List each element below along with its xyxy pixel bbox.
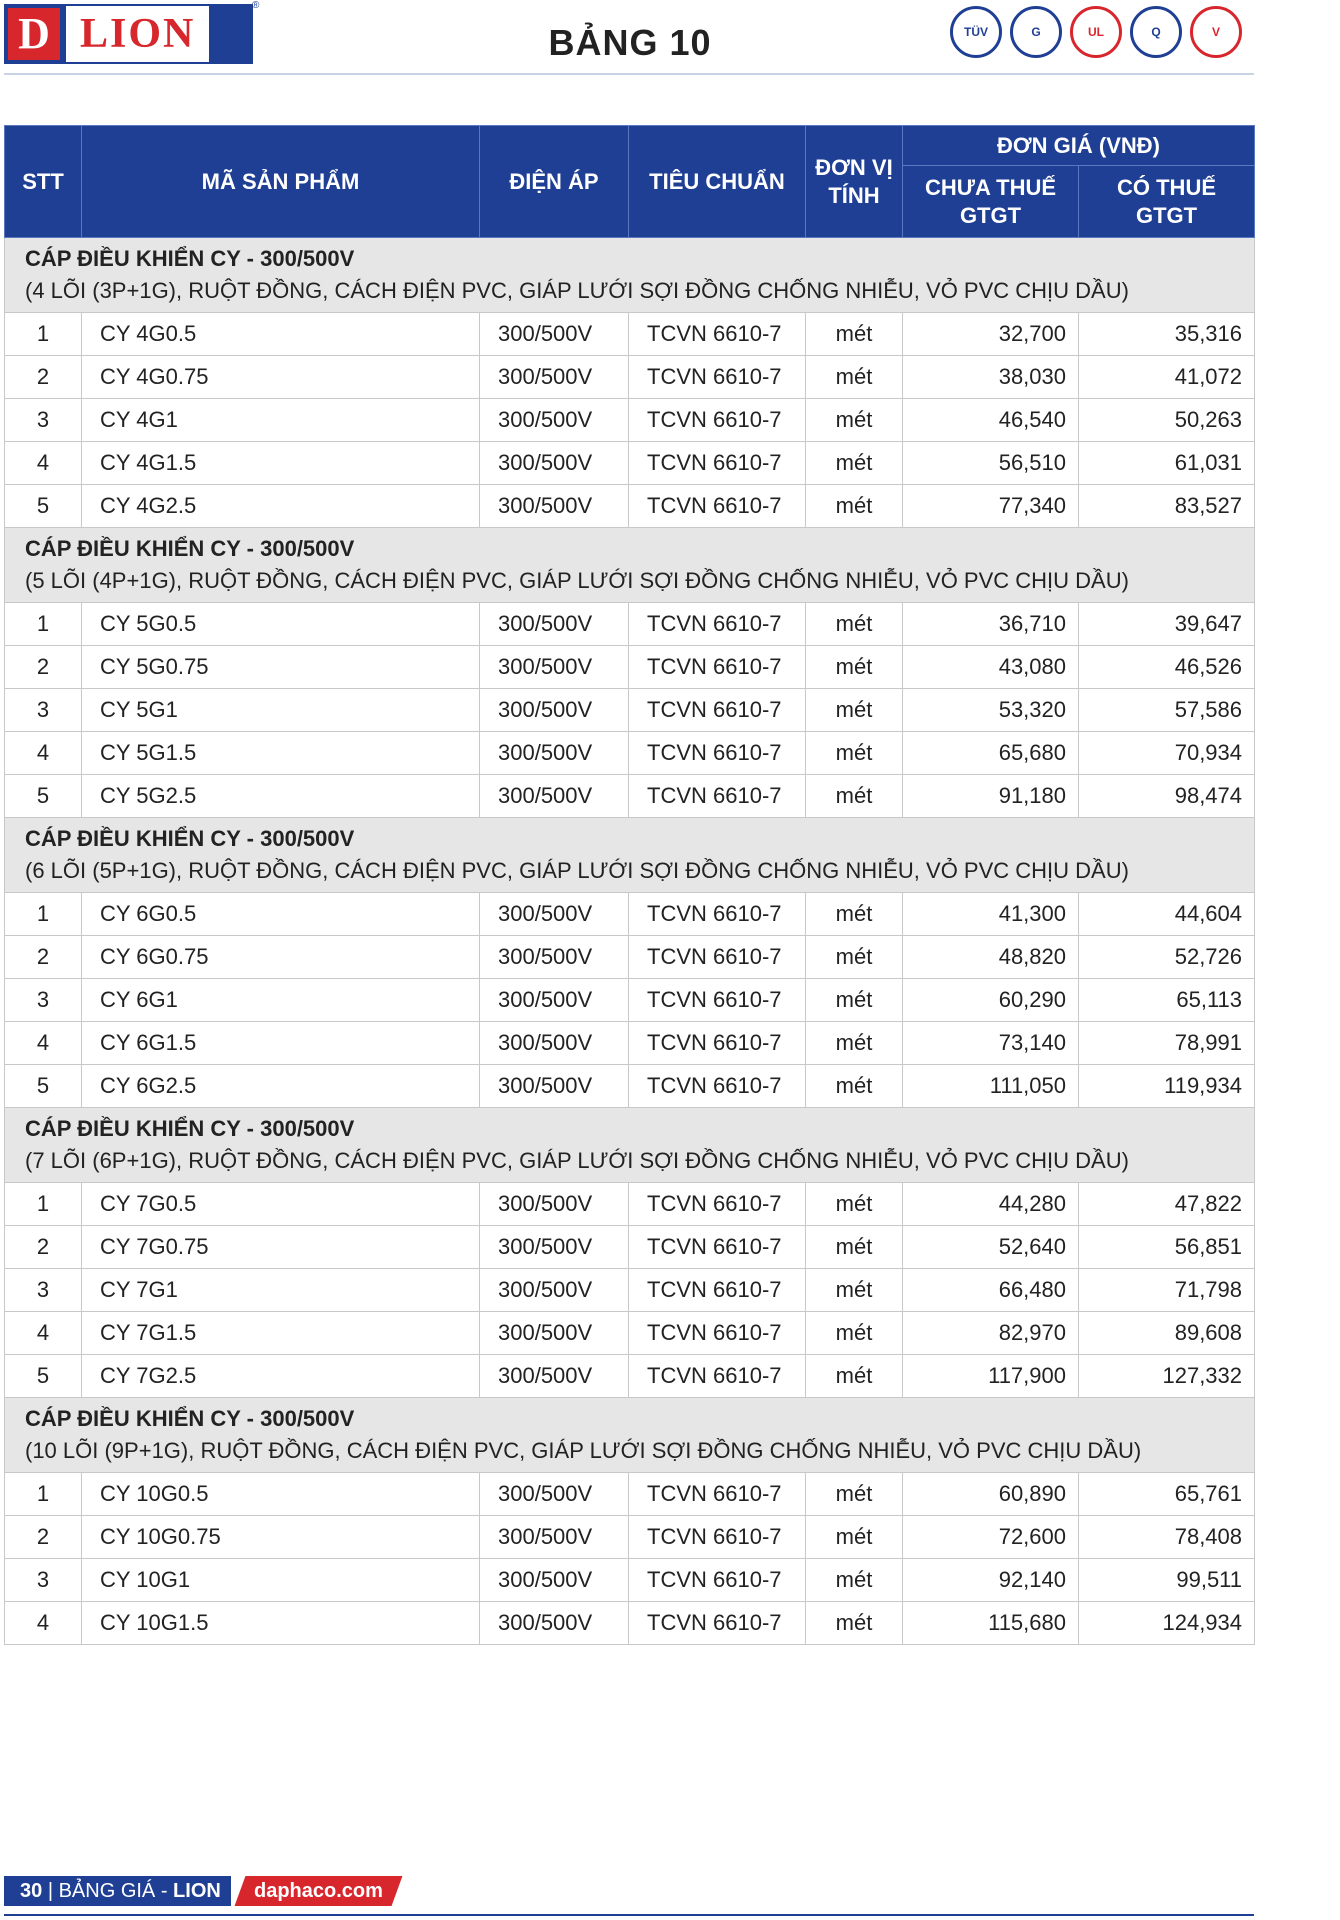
cell-price-inc-vat: 35,316	[1079, 313, 1255, 356]
cell-standard: TCVN 6610-7	[629, 732, 806, 775]
cell-standard: TCVN 6610-7	[629, 1516, 806, 1559]
cell-stt: 1	[5, 603, 82, 646]
cell-standard: TCVN 6610-7	[629, 936, 806, 979]
section-header-cell	[5, 238, 1255, 313]
table-row	[5, 646, 1255, 689]
table-row	[5, 356, 1255, 399]
cell-stt: 5	[5, 1355, 82, 1398]
cell-product-code: CY 10G0.5	[82, 1473, 480, 1516]
cell-price-ex-vat: 77,340	[903, 485, 1079, 528]
cell-price-ex-vat: 60,890	[903, 1473, 1079, 1516]
table-row	[5, 1022, 1255, 1065]
cell-stt: 3	[5, 689, 82, 732]
table-row	[5, 1183, 1255, 1226]
jas-anz-cert-icon: G	[1010, 6, 1062, 58]
cell-stt: 3	[5, 1559, 82, 1602]
cell-voltage: 300/500V	[480, 485, 629, 528]
section-description: (4 LÕI (3P+1G), RUỘT ĐỒNG, CÁCH ĐIỆN PVC, GIÁP LƯỚI SỢI ĐỒNG CHỐNG NHIỄU, VỎ PVC CHỊU DẦU)	[25, 278, 1129, 303]
cell-product-code: CY 5G1.5	[82, 732, 480, 775]
cell-price-ex-vat: 66,480	[903, 1269, 1079, 1312]
page-header	[0, 0, 1255, 75]
section-header-row	[5, 818, 1255, 893]
cell-unit: mét	[806, 1355, 903, 1398]
table-row	[5, 1473, 1255, 1516]
cell-standard: TCVN 6610-7	[629, 603, 806, 646]
cell-price-inc-vat: 39,647	[1079, 603, 1255, 646]
cell-standard: TCVN 6610-7	[629, 689, 806, 732]
cell-standard: TCVN 6610-7	[629, 1602, 806, 1645]
section-title: CÁP ĐIỀU KHIỂN CY - 300/500V	[25, 1116, 355, 1141]
cell-standard: TCVN 6610-7	[629, 1312, 806, 1355]
cell-standard: TCVN 6610-7	[629, 1022, 806, 1065]
cell-product-code: CY 6G0.75	[82, 936, 480, 979]
cell-unit: mét	[806, 1065, 903, 1108]
cell-product-code: CY 6G0.5	[82, 893, 480, 936]
cell-price-inc-vat: 44,604	[1079, 893, 1255, 936]
cell-product-code: CY 7G0.75	[82, 1226, 480, 1269]
cell-price-ex-vat: 73,140	[903, 1022, 1079, 1065]
cell-price-ex-vat: 92,140	[903, 1559, 1079, 1602]
header-unit-price: ĐƠN GIÁ (VNĐ)	[903, 126, 1255, 166]
cell-standard: TCVN 6610-7	[629, 775, 806, 818]
cell-stt: 4	[5, 1602, 82, 1645]
cell-voltage: 300/500V	[480, 1355, 629, 1398]
cell-standard: TCVN 6610-7	[629, 979, 806, 1022]
table-row	[5, 979, 1255, 1022]
ul-cert-icon: UL	[1070, 6, 1122, 58]
cell-standard: TCVN 6610-7	[629, 356, 806, 399]
header-stt: STT	[5, 126, 82, 238]
cell-voltage: 300/500V	[480, 1022, 629, 1065]
cell-standard: TCVN 6610-7	[629, 1065, 806, 1108]
table-row	[5, 1226, 1255, 1269]
header-product-code: MÃ SẢN PHẨM	[82, 126, 480, 238]
cell-unit: mét	[806, 1473, 903, 1516]
cell-price-ex-vat: 32,700	[903, 313, 1079, 356]
header-unit: ĐƠN VỊ TÍNH	[806, 126, 903, 238]
price-table	[4, 125, 1255, 1645]
table-row	[5, 399, 1255, 442]
cell-unit: mét	[806, 485, 903, 528]
cell-voltage: 300/500V	[480, 1183, 629, 1226]
section-header-row	[5, 238, 1255, 313]
section-description: (6 LÕI (5P+1G), RUỘT ĐỒNG, CÁCH ĐIỆN PVC, GIÁP LƯỚI SỢI ĐỒNG CHỐNG NHIỄU, VỎ PVC CHỊU DẦU)	[25, 858, 1129, 883]
quality-cert-icon: Q	[1130, 6, 1182, 58]
cell-price-ex-vat: 91,180	[903, 775, 1079, 818]
cell-product-code: CY 4G0.5	[82, 313, 480, 356]
cell-voltage: 300/500V	[480, 1473, 629, 1516]
vietnam-quality-cert-icon: V	[1190, 6, 1242, 58]
section-header-row	[5, 1108, 1255, 1183]
cell-voltage: 300/500V	[480, 313, 629, 356]
cell-price-inc-vat: 61,031	[1079, 442, 1255, 485]
cell-price-ex-vat: 117,900	[903, 1355, 1079, 1398]
cell-price-inc-vat: 71,798	[1079, 1269, 1255, 1312]
section-header-cell	[5, 1398, 1255, 1473]
cell-voltage: 300/500V	[480, 1226, 629, 1269]
cell-product-code: CY 10G0.75	[82, 1516, 480, 1559]
cell-stt: 2	[5, 936, 82, 979]
page-title: BẢNG 10	[548, 22, 712, 63]
cell-unit: mét	[806, 313, 903, 356]
cell-unit: mét	[806, 1559, 903, 1602]
cell-product-code: CY 7G1	[82, 1269, 480, 1312]
cell-unit: mét	[806, 1183, 903, 1226]
cell-price-ex-vat: 72,600	[903, 1516, 1079, 1559]
cell-unit: mét	[806, 1022, 903, 1065]
table-row	[5, 603, 1255, 646]
cell-unit: mét	[806, 1226, 903, 1269]
cell-voltage: 300/500V	[480, 775, 629, 818]
cell-voltage: 300/500V	[480, 442, 629, 485]
cell-price-inc-vat: 127,332	[1079, 1355, 1255, 1398]
cell-standard: TCVN 6610-7	[629, 893, 806, 936]
cell-price-ex-vat: 53,320	[903, 689, 1079, 732]
cell-unit: mét	[806, 356, 903, 399]
cell-product-code: CY 4G1.5	[82, 442, 480, 485]
cell-unit: mét	[806, 603, 903, 646]
cell-voltage: 300/500V	[480, 979, 629, 1022]
table-row	[5, 689, 1255, 732]
table-row	[5, 775, 1255, 818]
cell-voltage: 300/500V	[480, 603, 629, 646]
table-row	[5, 1312, 1255, 1355]
cell-stt: 1	[5, 313, 82, 356]
cell-price-inc-vat: 52,726	[1079, 936, 1255, 979]
cell-product-code: CY 6G1.5	[82, 1022, 480, 1065]
cell-product-code: CY 4G1	[82, 399, 480, 442]
cell-price-ex-vat: 60,290	[903, 979, 1079, 1022]
table-row	[5, 732, 1255, 775]
table-row	[5, 1355, 1255, 1398]
cell-stt: 5	[5, 485, 82, 528]
cell-product-code: CY 5G1	[82, 689, 480, 732]
cell-price-ex-vat: 36,710	[903, 603, 1079, 646]
section-header-cell	[5, 528, 1255, 603]
cell-voltage: 300/500V	[480, 646, 629, 689]
cell-standard: TCVN 6610-7	[629, 1355, 806, 1398]
cell-price-ex-vat: 43,080	[903, 646, 1079, 689]
cell-product-code: CY 10G1	[82, 1559, 480, 1602]
cell-standard: TCVN 6610-7	[629, 646, 806, 689]
cell-stt: 2	[5, 356, 82, 399]
table-row	[5, 1269, 1255, 1312]
cell-stt: 4	[5, 442, 82, 485]
cell-price-inc-vat: 56,851	[1079, 1226, 1255, 1269]
cell-price-inc-vat: 98,474	[1079, 775, 1255, 818]
cell-product-code: CY 7G2.5	[82, 1355, 480, 1398]
cell-stt: 1	[5, 1183, 82, 1226]
cell-price-inc-vat: 119,934	[1079, 1065, 1255, 1108]
cell-price-ex-vat: 38,030	[903, 356, 1079, 399]
cell-price-ex-vat: 56,510	[903, 442, 1079, 485]
cell-standard: TCVN 6610-7	[629, 1473, 806, 1516]
cell-unit: mét	[806, 979, 903, 1022]
cell-standard: TCVN 6610-7	[629, 442, 806, 485]
cell-voltage: 300/500V	[480, 399, 629, 442]
section-header-cell	[5, 1108, 1255, 1183]
section-title: CÁP ĐIỀU KHIỂN CY - 300/500V	[25, 246, 355, 271]
section-header-row	[5, 1398, 1255, 1473]
cell-unit: mét	[806, 893, 903, 936]
cell-price-inc-vat: 47,822	[1079, 1183, 1255, 1226]
cell-price-inc-vat: 57,586	[1079, 689, 1255, 732]
logo-letter: D	[8, 8, 60, 60]
cell-price-ex-vat: 52,640	[903, 1226, 1079, 1269]
cell-stt: 3	[5, 1269, 82, 1312]
header-standard: TIÊU CHUẨN	[629, 126, 806, 238]
cell-product-code: CY 5G0.5	[82, 603, 480, 646]
cell-price-inc-vat: 89,608	[1079, 1312, 1255, 1355]
cell-unit: mét	[806, 1269, 903, 1312]
cell-stt: 4	[5, 732, 82, 775]
cell-voltage: 300/500V	[480, 1559, 629, 1602]
cell-standard: TCVN 6610-7	[629, 485, 806, 528]
cell-stt: 1	[5, 893, 82, 936]
cell-voltage: 300/500V	[480, 1065, 629, 1108]
cell-unit: mét	[806, 936, 903, 979]
cell-stt: 4	[5, 1022, 82, 1065]
cell-unit: mét	[806, 1602, 903, 1645]
cell-price-inc-vat: 99,511	[1079, 1559, 1255, 1602]
footer-separator: |	[47, 1880, 54, 1902]
lion-logo	[4, 4, 253, 64]
cell-product-code: CY 4G2.5	[82, 485, 480, 528]
cell-product-code: CY 7G1.5	[82, 1312, 480, 1355]
cell-price-inc-vat: 65,113	[1079, 979, 1255, 1022]
website-link[interactable]	[235, 1876, 403, 1906]
cell-stt: 5	[5, 775, 82, 818]
cell-stt: 2	[5, 1516, 82, 1559]
cell-standard: TCVN 6610-7	[629, 1269, 806, 1312]
table-row	[5, 442, 1255, 485]
cell-stt: 3	[5, 979, 82, 1022]
cell-product-code: CY 7G0.5	[82, 1183, 480, 1226]
cell-standard: TCVN 6610-7	[629, 1226, 806, 1269]
registered-mark: ®	[252, 0, 260, 11]
table-body	[5, 238, 1255, 1645]
cell-unit: mét	[806, 1516, 903, 1559]
cell-unit: mét	[806, 646, 903, 689]
cell-standard: TCVN 6610-7	[629, 1183, 806, 1226]
cell-voltage: 300/500V	[480, 1602, 629, 1645]
cell-stt: 3	[5, 399, 82, 442]
cell-price-inc-vat: 124,934	[1079, 1602, 1255, 1645]
table-row	[5, 936, 1255, 979]
table-row	[5, 1559, 1255, 1602]
cell-price-ex-vat: 48,820	[903, 936, 1079, 979]
cell-voltage: 300/500V	[480, 689, 629, 732]
cell-voltage: 300/500V	[480, 1516, 629, 1559]
website-text: daphaco.com	[254, 1880, 383, 1902]
cell-price-inc-vat: 83,527	[1079, 485, 1255, 528]
page-footer	[4, 1876, 1340, 1906]
cell-stt: 4	[5, 1312, 82, 1355]
cell-price-ex-vat: 65,680	[903, 732, 1079, 775]
section-description: (10 LÕI (9P+1G), RUỘT ĐỒNG, CÁCH ĐIỆN PVC, GIÁP LƯỚI SỢI ĐỒNG CHỐNG NHIỄU, VỎ PVC CHỊU DẦU)	[25, 1438, 1142, 1463]
header-divider	[4, 73, 1254, 75]
certification-badges	[950, 6, 1242, 66]
cell-voltage: 300/500V	[480, 1269, 629, 1312]
cell-stt: 2	[5, 646, 82, 689]
footer-brand: LION	[173, 1880, 221, 1902]
footer-page-label	[4, 1876, 231, 1906]
cell-price-ex-vat: 115,680	[903, 1602, 1079, 1645]
cell-price-ex-vat: 82,970	[903, 1312, 1079, 1355]
cell-product-code: CY 6G1	[82, 979, 480, 1022]
table-row	[5, 313, 1255, 356]
section-header-cell	[5, 818, 1255, 893]
table-row	[5, 1516, 1255, 1559]
cell-voltage: 300/500V	[480, 893, 629, 936]
cell-price-inc-vat: 70,934	[1079, 732, 1255, 775]
cell-price-ex-vat: 111,050	[903, 1065, 1079, 1108]
header-price-inc-vat: CÓ THUẾ GTGT	[1079, 166, 1255, 238]
cell-price-inc-vat: 65,761	[1079, 1473, 1255, 1516]
cell-price-ex-vat: 41,300	[903, 893, 1079, 936]
cell-stt: 5	[5, 1065, 82, 1108]
cell-price-inc-vat: 50,263	[1079, 399, 1255, 442]
cell-unit: mét	[806, 775, 903, 818]
table-row	[5, 485, 1255, 528]
cell-price-inc-vat: 78,991	[1079, 1022, 1255, 1065]
cell-standard: TCVN 6610-7	[629, 1559, 806, 1602]
table-row	[5, 1065, 1255, 1108]
logo-text: LION	[66, 6, 209, 62]
cell-unit: mét	[806, 689, 903, 732]
cell-voltage: 300/500V	[480, 936, 629, 979]
cell-unit: mét	[806, 732, 903, 775]
cell-voltage: 300/500V	[480, 732, 629, 775]
footer-divider	[4, 1914, 1254, 1916]
cell-price-inc-vat: 78,408	[1079, 1516, 1255, 1559]
cell-standard: TCVN 6610-7	[629, 399, 806, 442]
page-number: 30	[20, 1880, 43, 1902]
section-header-row	[5, 528, 1255, 603]
cell-unit: mét	[806, 399, 903, 442]
header-price-ex-vat: CHƯA THUẾ GTGT	[903, 166, 1079, 238]
footer-label: BẢNG GIÁ -	[58, 1880, 174, 1902]
table-row	[5, 893, 1255, 936]
section-description: (7 LÕI (6P+1G), RUỘT ĐỒNG, CÁCH ĐIỆN PVC, GIÁP LƯỚI SỢI ĐỒNG CHỐNG NHIỄU, VỎ PVC CHỊU DẦU)	[25, 1148, 1129, 1173]
cell-voltage: 300/500V	[480, 356, 629, 399]
cell-product-code: CY 10G1.5	[82, 1602, 480, 1645]
cell-product-code: CY 4G0.75	[82, 356, 480, 399]
cell-product-code: CY 6G2.5	[82, 1065, 480, 1108]
cell-product-code: CY 5G2.5	[82, 775, 480, 818]
cell-price-ex-vat: 46,540	[903, 399, 1079, 442]
cell-price-inc-vat: 41,072	[1079, 356, 1255, 399]
cell-stt: 2	[5, 1226, 82, 1269]
header-voltage: ĐIỆN ÁP	[480, 126, 629, 238]
cell-product-code: CY 5G0.75	[82, 646, 480, 689]
cell-standard: TCVN 6610-7	[629, 313, 806, 356]
section-title: CÁP ĐIỀU KHIỂN CY - 300/500V	[25, 826, 355, 851]
cell-price-inc-vat: 46,526	[1079, 646, 1255, 689]
section-title: CÁP ĐIỀU KHIỂN CY - 300/500V	[25, 536, 355, 561]
cell-stt: 1	[5, 1473, 82, 1516]
cell-unit: mét	[806, 442, 903, 485]
cell-price-ex-vat: 44,280	[903, 1183, 1079, 1226]
section-description: (5 LÕI (4P+1G), RUỘT ĐỒNG, CÁCH ĐIỆN PVC, GIÁP LƯỚI SỢI ĐỒNG CHỐNG NHIỄU, VỎ PVC CHỊU DẦU)	[25, 568, 1129, 593]
cell-voltage: 300/500V	[480, 1312, 629, 1355]
cell-unit: mét	[806, 1312, 903, 1355]
table-row	[5, 1602, 1255, 1645]
section-title: CÁP ĐIỀU KHIỂN CY - 300/500V	[25, 1406, 355, 1431]
tuv-cert-icon: TÜV	[950, 6, 1002, 58]
